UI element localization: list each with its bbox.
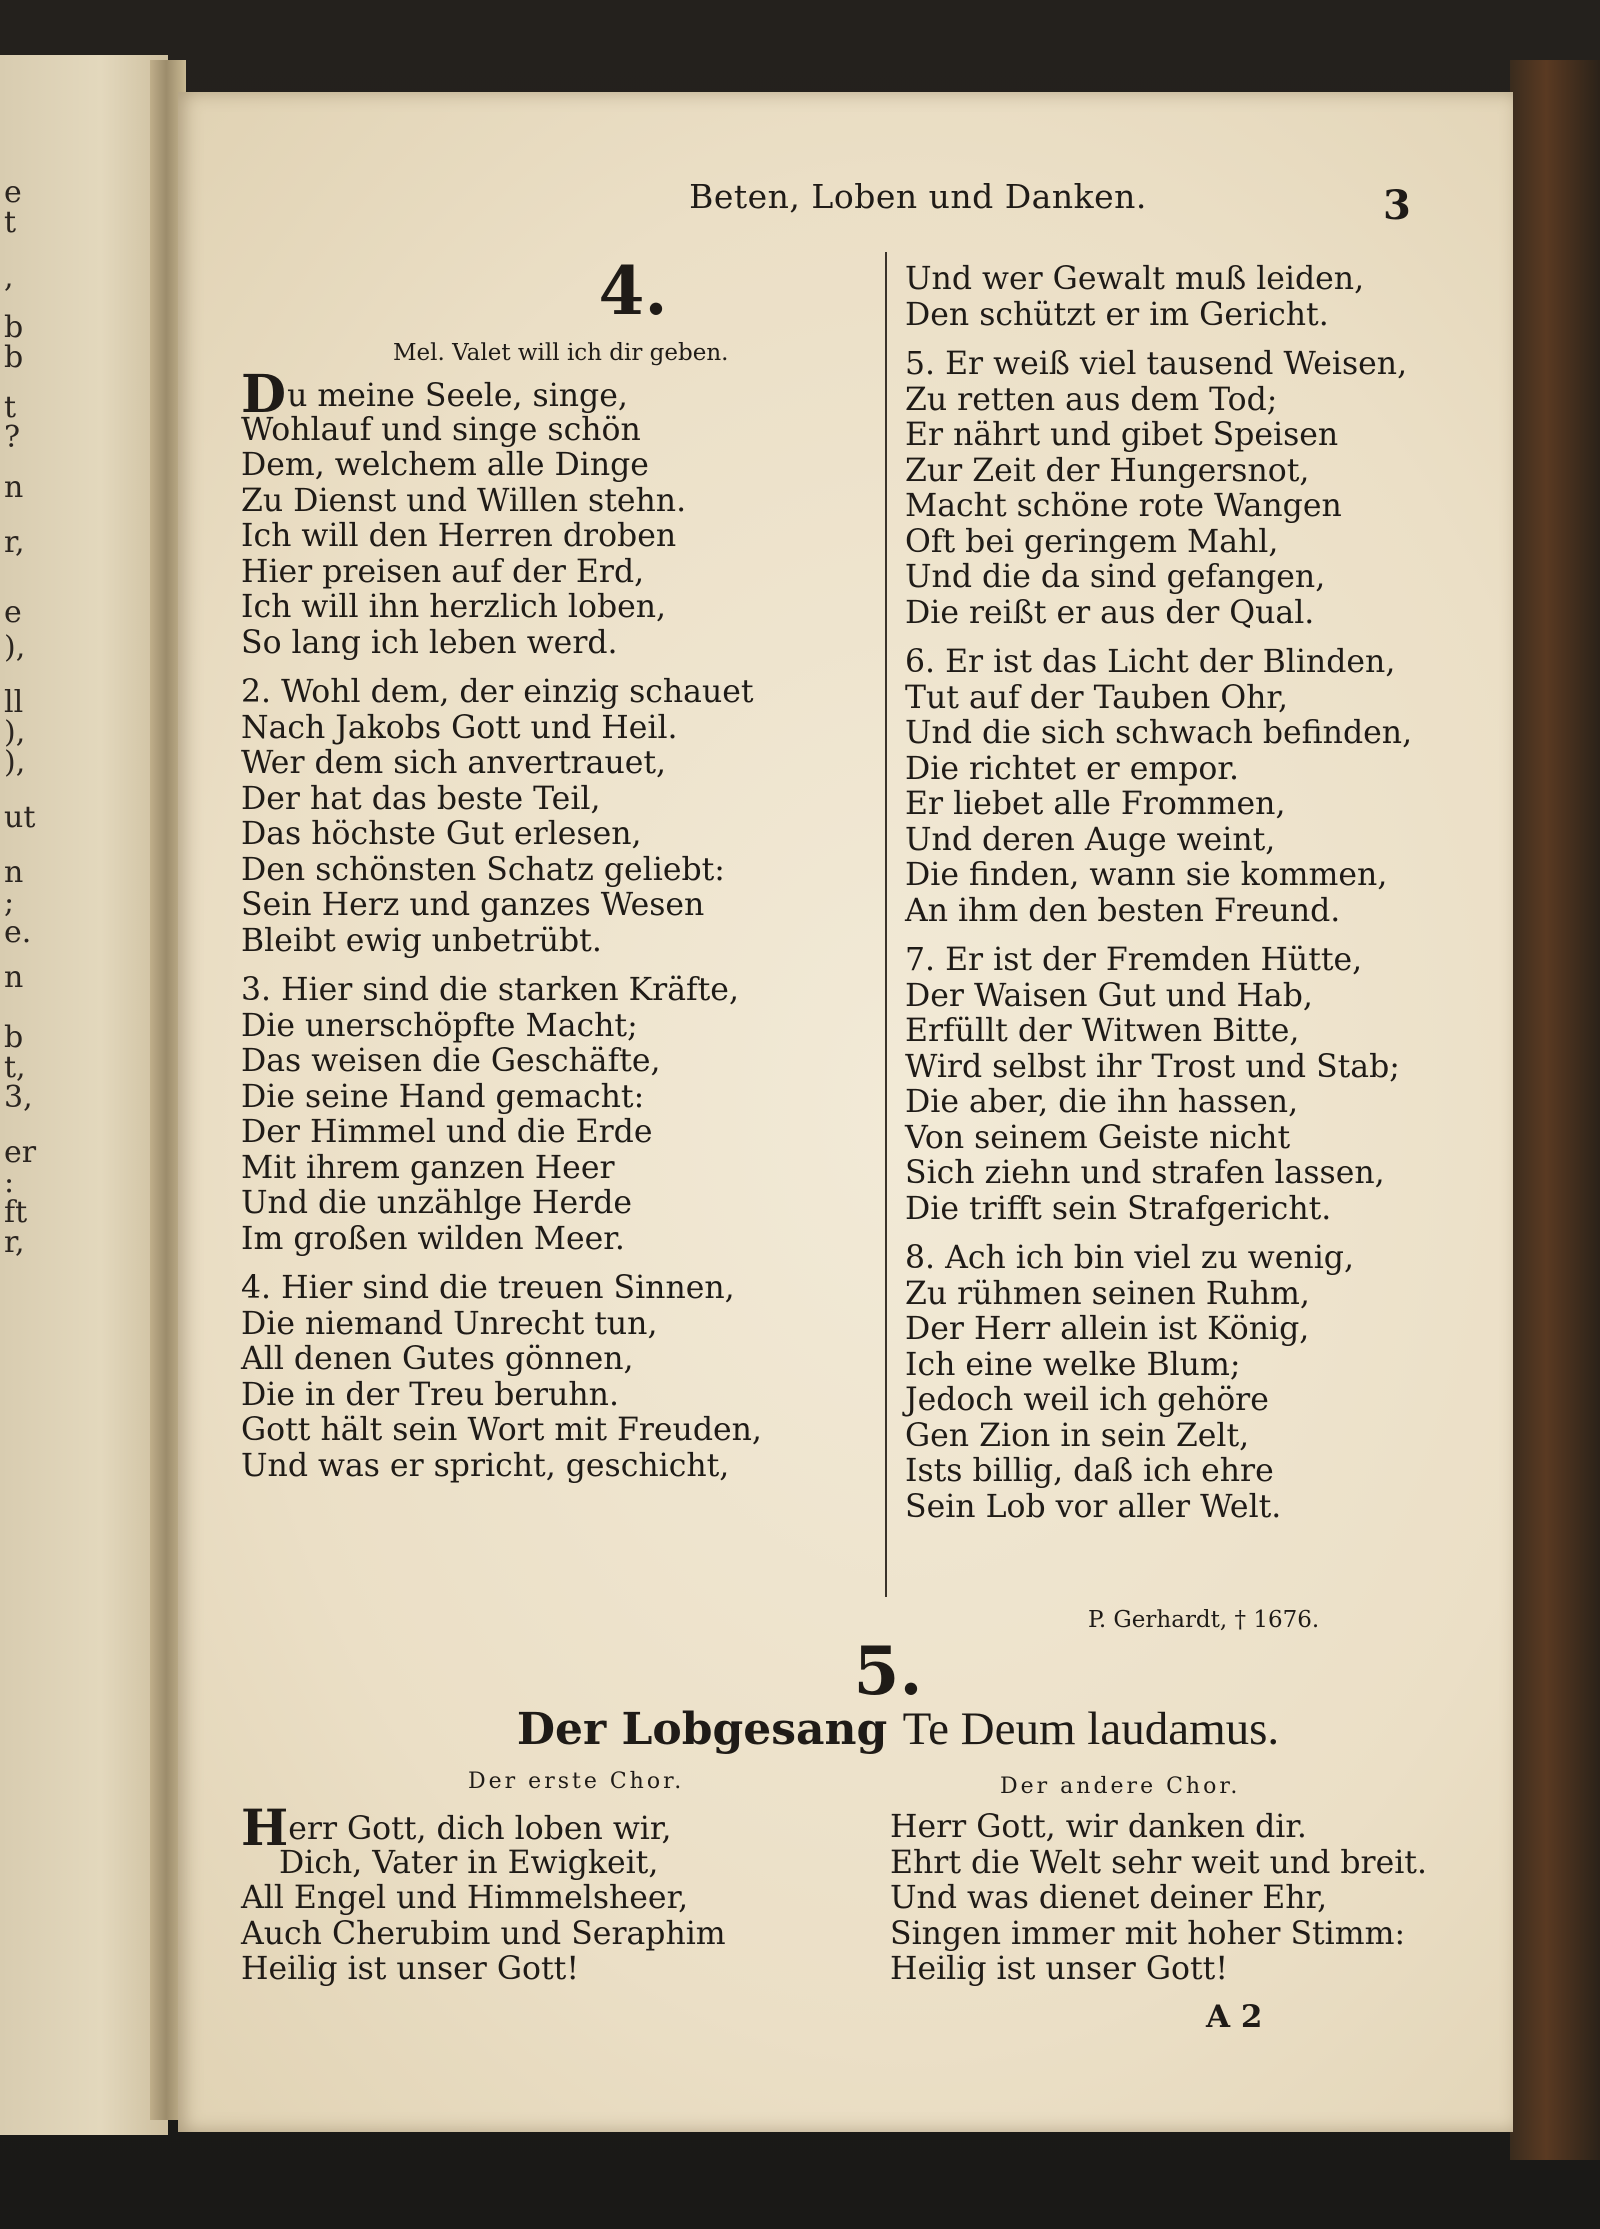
verse-line: 3. Hier sind die starken Kräfte, xyxy=(241,972,739,1008)
stanza-gap xyxy=(241,1257,762,1271)
verse-line: Zu Dienst und Willen stehn. xyxy=(241,482,687,519)
verse-line: Der Waisen Gut und Hab, xyxy=(905,977,1313,1014)
verse-line: Die seine Hand gemacht: xyxy=(241,1078,645,1115)
choir-line: Heilig ist unser Gott! xyxy=(890,1951,1228,1987)
left-page-fragment: r, xyxy=(4,525,25,560)
verse-line: Sein Herz und ganzes Wesen xyxy=(241,887,705,923)
left-page-fragment: : xyxy=(4,1165,15,1200)
left-page-fragment: t xyxy=(4,390,17,425)
left-page-fragment: 3, xyxy=(4,1080,33,1115)
verse-line: Die in der Treu beruhn. xyxy=(241,1376,619,1413)
left-page-fragment: r, xyxy=(4,1225,25,1260)
verse-line: All denen Gutes gönnen, xyxy=(241,1341,634,1377)
verse-line: Ich will ihn herzlich loben, xyxy=(241,589,667,625)
verse-line: Der hat das beste Teil, xyxy=(241,780,601,817)
verse-line: Das höchste Gut erlesen, xyxy=(241,816,642,852)
verse-line: Er liebet alle Frommen, xyxy=(905,786,1286,822)
verse-line: Ists billig, daß ich ehre xyxy=(905,1453,1274,1489)
stanza-gap xyxy=(905,631,1412,645)
left-page-fragment: t xyxy=(4,205,17,240)
verse-line: Mit ihrem ganzen Heer xyxy=(241,1149,615,1186)
verse-line: Sein Lob vor aller Welt. xyxy=(905,1488,1282,1525)
stanza-gap xyxy=(905,1227,1412,1241)
verse-line: Der Himmel und die Erde xyxy=(241,1114,653,1150)
verse-line: Ich eine welke Blum; xyxy=(905,1346,1241,1383)
left-page-fragment: e. xyxy=(4,915,32,950)
verse-line: 7. Er ist der Fremden Hütte, xyxy=(905,942,1363,978)
verse-line: Und die unzählge Herde xyxy=(241,1185,633,1221)
page-number: 3 xyxy=(1383,182,1411,229)
choir-line: Singen immer mit hoher Stimm: xyxy=(890,1915,1406,1952)
verse-line: Die finden, wann sie kommen, xyxy=(905,857,1388,893)
verse-line: Und die sich schwach befinden, xyxy=(905,715,1413,751)
left-page-fragment: e xyxy=(4,595,22,630)
verse-line: So lang ich leben werd. xyxy=(241,624,618,661)
verse-line: Zur Zeit der Hungersnot, xyxy=(905,452,1310,489)
verse-line: 6. Er ist das Licht der Blinden, xyxy=(905,644,1396,680)
stanza-gap xyxy=(241,959,762,973)
choir-2-heading: Der andere Chor. xyxy=(1000,1774,1241,1799)
verse-line: Nach Jakobs Gott und Heil. xyxy=(241,709,678,746)
choir-line: Herr Gott, wir danken dir. xyxy=(890,1809,1307,1845)
left-page-fragment: n xyxy=(4,470,24,505)
verse-line: Die richtet er empor. xyxy=(905,750,1239,787)
verse-line: 2. Wohl dem, der einzig schauet xyxy=(241,674,754,710)
hymn-4-left-column xyxy=(241,364,762,1484)
verse-line: Erfüllt der Witwen Bitte, xyxy=(905,1013,1300,1049)
verse-line: Im großen wilden Meer. xyxy=(241,1220,625,1257)
verse-line: Ich will den Herren droben xyxy=(241,518,677,554)
verse-line: Die reißt er aus der Qual. xyxy=(905,594,1315,631)
left-page-fragment: , xyxy=(4,260,14,295)
hymn-5-title-latin: Te Deum laudamus. xyxy=(902,1703,1280,1755)
choir-2-text xyxy=(890,1810,1427,1988)
verse-line: Gen Zion in sein Zelt, xyxy=(905,1417,1250,1454)
verse-line: Und wer Gewalt muß leiden, xyxy=(905,261,1365,297)
signature-mark: A 2 xyxy=(1206,1999,1263,2035)
verse-line: Dem, welchem alle Dinge xyxy=(241,447,649,483)
choir-1-text xyxy=(241,1798,726,1988)
choir-line: Dich, Vater in Ewigkeit, xyxy=(279,1844,659,1881)
choir-line: Und was dienet deiner Ehr, xyxy=(890,1880,1328,1916)
left-page-fragment: ll xyxy=(4,685,24,720)
verse-line: Hier preisen auf der Erd, xyxy=(241,553,645,590)
verse-line: Zu rühmen seinen Ruhm, xyxy=(905,1275,1310,1312)
verse-line: Die unerschöpfte Macht; xyxy=(241,1007,638,1044)
left-page-fragment: ut xyxy=(4,800,36,835)
verse-line: 8. Ach ich bin viel zu wenig, xyxy=(905,1240,1354,1276)
verse-line: Er nährt und gibet Speisen xyxy=(905,417,1339,453)
right-page xyxy=(178,92,1513,2132)
verse-line: Macht schöne rote Wangen xyxy=(905,488,1342,524)
verse-line: Bleibt ewig unbetrübt. xyxy=(241,922,602,959)
verse-line: Zu retten aus dem Tod; xyxy=(905,381,1278,418)
choir-1-heading: Der erste Chor. xyxy=(468,1769,685,1794)
choir-line: Ehrt die Welt sehr weit und breit. xyxy=(890,1844,1427,1881)
choir-line-rest: err Gott, dich loben wir, xyxy=(288,1811,672,1847)
left-page-fragment: ft xyxy=(4,1195,28,1230)
left-page-fragment: ; xyxy=(4,885,15,920)
verse-line: Die niemand Unrecht tun, xyxy=(241,1305,658,1342)
left-page-fragment: e xyxy=(4,175,22,210)
hymn-4-number: 4. xyxy=(598,252,668,330)
choir-line: All Engel und Himmelsheer, xyxy=(241,1880,689,1916)
verse-line: Und was er spricht, geschicht, xyxy=(241,1447,730,1484)
verse-line: Wohlauf und singe schön xyxy=(241,411,641,448)
verse-line: Von seinem Geiste nicht xyxy=(905,1119,1291,1156)
verse-line: Wer dem sich anvertrauet, xyxy=(241,745,667,781)
choir-line: Heilig ist unser Gott! xyxy=(241,1951,579,1987)
hymn-5-title-german: Der Lobgesang xyxy=(516,1704,888,1755)
verse-line: 5. Er weiß viel tausend Weisen, xyxy=(905,346,1408,382)
verse-line: Und die da sind gefangen, xyxy=(905,559,1326,595)
column-rule xyxy=(885,252,887,1597)
verse-line-rest: u meine Seele, singe, xyxy=(287,378,628,414)
left-page-fragment: b xyxy=(4,310,24,345)
left-page-fragment: ), xyxy=(4,630,26,665)
left-page-fragment: b xyxy=(4,1020,24,1055)
verse-line: 4. Hier sind die treuen Sinnen, xyxy=(241,1270,735,1306)
left-page-fragment: b xyxy=(4,340,24,375)
left-page-fragment: ), xyxy=(4,715,26,750)
left-page-fragment: ), xyxy=(4,745,26,780)
verse-line: Jedoch weil ich gehöre xyxy=(905,1382,1269,1418)
stanza-gap xyxy=(905,333,1412,347)
verse-line: Den schönsten Schatz geliebt: xyxy=(241,851,725,888)
left-page-fragment: ? xyxy=(4,420,21,455)
left-page-fragment: t, xyxy=(4,1050,26,1085)
stanza-gap xyxy=(905,929,1412,943)
verse-line xyxy=(241,364,762,425)
verse-line: Sich ziehn und strafen lassen, xyxy=(905,1155,1385,1191)
book-cover-edge xyxy=(1510,60,1600,2160)
left-page-edge xyxy=(0,55,168,2135)
verse-line: Oft bei geringem Mahl, xyxy=(905,523,1279,560)
drop-cap: D xyxy=(241,364,287,425)
verse-line: Das weisen die Geschäfte, xyxy=(241,1043,661,1079)
verse-line: An ihm den besten Freund. xyxy=(905,892,1341,929)
hymn-5-title xyxy=(448,1702,1348,1756)
left-page-fragment: n xyxy=(4,855,24,890)
left-page-fragment: n xyxy=(4,960,24,995)
choir-line xyxy=(241,1798,726,1857)
drop-cap: H xyxy=(241,1798,289,1857)
hymn-author: P. Gerhardt, † 1676. xyxy=(1088,1607,1320,1633)
choir-line: Auch Cherubim und Seraphim xyxy=(241,1915,726,1952)
hymn-5-number: 5. xyxy=(853,1632,923,1710)
melody-line: Mel. Valet will ich dir geben. xyxy=(393,340,729,366)
verse-line: Die trifft sein Strafgericht. xyxy=(905,1190,1332,1227)
verse-line: Tut auf der Tauben Ohr, xyxy=(905,679,1289,716)
left-page-fragment: er xyxy=(4,1135,37,1170)
stanza-gap xyxy=(241,661,762,675)
verse-line: Der Herr allein ist König, xyxy=(905,1311,1310,1347)
verse-line: Den schützt er im Gericht. xyxy=(905,296,1329,333)
verse-line: Gott hält sein Wort mit Freuden, xyxy=(241,1412,762,1448)
running-title: Beten, Loben und Danken. xyxy=(689,177,1147,216)
hymn-4-right-column xyxy=(905,262,1412,1525)
verse-line: Wird selbst ihr Trost und Stab; xyxy=(905,1048,1400,1085)
verse-line: Die aber, die ihn hassen, xyxy=(905,1084,1299,1120)
verse-line: Und deren Auge weint, xyxy=(905,821,1276,858)
